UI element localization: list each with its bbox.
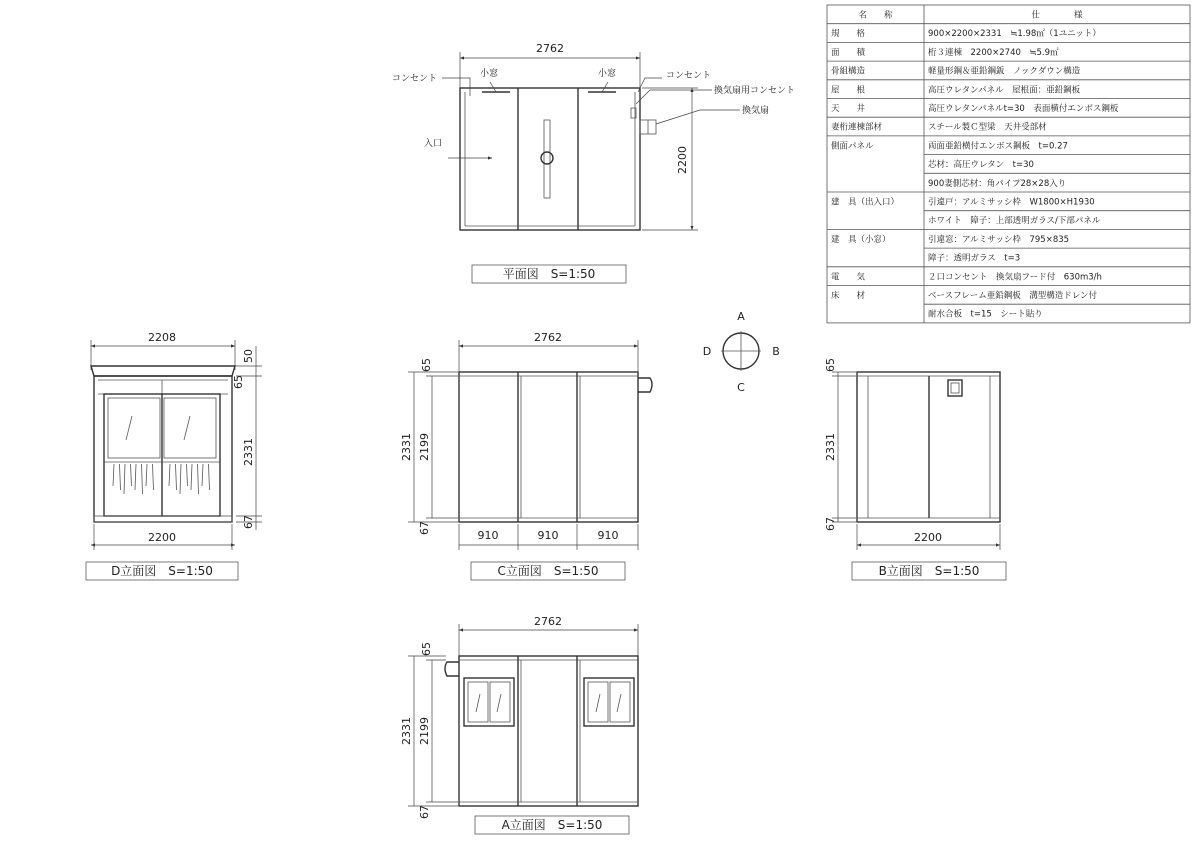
spec-row-label: 天 井 <box>831 104 866 114</box>
louver-line <box>153 464 154 490</box>
elevation-d <box>86 331 262 580</box>
a-elevation-title: A立面図 S=1:50 <box>501 818 603 832</box>
label-outlet-right: コンセント <box>666 71 712 81</box>
spec-row-value: 引違戸：アルミサッシ枠 W1800×H1930 <box>928 197 1095 208</box>
c-elevation-title: C立面図 S=1:50 <box>497 564 599 578</box>
c-dim-2331: 2331 <box>400 433 413 461</box>
d-louver-lines <box>113 464 210 494</box>
louver-line <box>142 464 143 494</box>
a-dim-2331: 2331 <box>400 717 413 745</box>
compass-c: C <box>737 381 745 394</box>
label-entrance: 入口 <box>424 139 443 149</box>
a-fan-hood <box>445 662 459 676</box>
d-dim-65: 65 <box>232 375 245 389</box>
c-dim-2199: 2199 <box>418 433 431 461</box>
a-dim-2199: 2199 <box>418 717 431 745</box>
elevation-b <box>824 358 1006 580</box>
spec-row-value: 障子：透明ガラス t=3 <box>928 253 1021 264</box>
spec-row-value: 900×2200×2331 ≒1.98㎡（1ユニット） <box>928 29 1101 40</box>
spec-row-value: ベースフレーム亜鉛鋼板 溝型構造ドレン付 <box>928 291 1098 301</box>
spec-row-value: 耐水合板 t=15 シート貼り <box>928 309 1043 320</box>
c-bay-2: 910 <box>537 529 559 542</box>
c-dim-65: 65 <box>420 358 433 372</box>
spec-row-value: 高圧ウレタンパネル 屋根面：亜鉛鋼板 <box>928 85 1081 96</box>
plan-width-dim: 2762 <box>536 42 564 55</box>
spec-row-value: 両面亜鉛横付エンボス鋼板 t=0.27 <box>928 141 1068 152</box>
a-width-dim: 2762 <box>534 615 562 628</box>
b-dim-2331: 2331 <box>824 433 837 461</box>
spec-row-value: スチール製Ｃ型梁 天井受部材 <box>928 122 1047 133</box>
a-dim-65: 65 <box>420 642 433 656</box>
label-window-left: 小窓 <box>480 69 499 79</box>
elevation-a <box>400 615 638 834</box>
louver-line <box>180 464 181 494</box>
label-fan-outlet: 換気扇用コンセント <box>714 86 796 96</box>
spec-table <box>827 5 1190 323</box>
c-dim-67: 67 <box>418 521 431 535</box>
plan-view <box>392 42 795 283</box>
c-bay-3: 910 <box>597 529 619 542</box>
louver-line <box>146 464 147 486</box>
louver-line <box>176 464 177 490</box>
d-bottom-width: 2200 <box>148 531 176 544</box>
spec-row-value: ホワイト 障子：上部透明ガラス/下部パネル <box>928 216 1101 227</box>
louver-line <box>113 464 114 486</box>
plan-view-title: 平面図 S=1:50 <box>502 267 596 281</box>
plan-depth-dim: 2200 <box>676 146 689 174</box>
spec-row-label: 側面パネル <box>831 141 874 152</box>
a-dim-67: 67 <box>418 805 431 819</box>
spec-row-value: 芯材：高圧ウレタン t=30 <box>928 160 1034 171</box>
label-window-right: 小窓 <box>598 69 617 79</box>
b-width-dim: 2200 <box>914 531 942 544</box>
spec-row-value: 桁３連棟 2200×2740 ≒5.9㎡ <box>928 47 1059 58</box>
louver-line <box>169 464 170 486</box>
spec-row-value: 軽量形鋼＆亜鉛鋼鈑 ノックダウン構造 <box>928 66 1081 77</box>
spec-header-spec: 仕 様 <box>1031 10 1083 21</box>
a-window-left <box>464 678 514 726</box>
elevation-c <box>400 331 652 580</box>
louver-line <box>131 464 132 486</box>
louver-line <box>209 464 210 490</box>
a-window-right <box>584 678 634 726</box>
label-fan: 換気扇 <box>742 106 770 116</box>
spec-row-value: 高圧ウレタンパネルt=30 表面横付エンボス鋼板 <box>928 104 1119 114</box>
spec-row-label: 骨組構造 <box>831 66 866 77</box>
spec-row-label: 屋 根 <box>831 85 866 96</box>
spec-header-name: 名 称 <box>858 10 893 21</box>
b-dim-65: 65 <box>824 358 837 372</box>
compass-d: D <box>702 345 712 358</box>
spec-row-label: 妻桁連棟部材 <box>831 122 883 133</box>
b-dim-67: 67 <box>824 517 837 531</box>
louver-line <box>187 464 188 486</box>
b-fan-hood <box>948 380 962 396</box>
compass-a: A <box>737 310 745 323</box>
louver-line <box>191 464 192 490</box>
d-dim-2331: 2331 <box>242 438 255 466</box>
louver-line <box>198 464 199 494</box>
b-elevation-title: B立面図 S=1:50 <box>878 564 980 578</box>
spec-row-label: 建 具（出入口） <box>831 197 900 208</box>
spec-row-label: 面 積 <box>831 47 866 58</box>
d-elevation-title: D立面図 S=1:50 <box>111 564 213 578</box>
d-top-width: 2208 <box>148 331 176 344</box>
d-dim-50: 50 <box>242 349 255 363</box>
spec-row-label: 建 具（小窓） <box>831 234 891 245</box>
spec-row-label: 床 材 <box>831 291 866 301</box>
spec-row-value: ２口コンセント 換気扇フード付 630m3/h <box>928 272 1102 283</box>
spec-row-value: 900妻側芯材：角パイプ28×28入り <box>928 178 1067 189</box>
c-fan-hood <box>638 378 652 392</box>
spec-row-label: 電 気 <box>831 272 866 283</box>
spec-row-value: 引違窓：アルミサッシ枠 795×835 <box>928 234 1070 245</box>
compass-b: B <box>772 345 780 358</box>
louver-line <box>135 464 136 490</box>
compass <box>703 310 780 394</box>
label-outlet-left: コンセント <box>392 74 438 84</box>
c-wall <box>459 372 638 522</box>
d-dim-67: 67 <box>242 515 255 529</box>
c-bay-1: 910 <box>477 529 499 542</box>
louver-line <box>124 464 125 494</box>
c-width-dim: 2762 <box>534 331 562 344</box>
louver-line <box>120 464 121 490</box>
spec-row-label: 規 格 <box>831 29 866 40</box>
plan-center-symbol <box>541 152 553 164</box>
louver-line <box>202 464 203 486</box>
